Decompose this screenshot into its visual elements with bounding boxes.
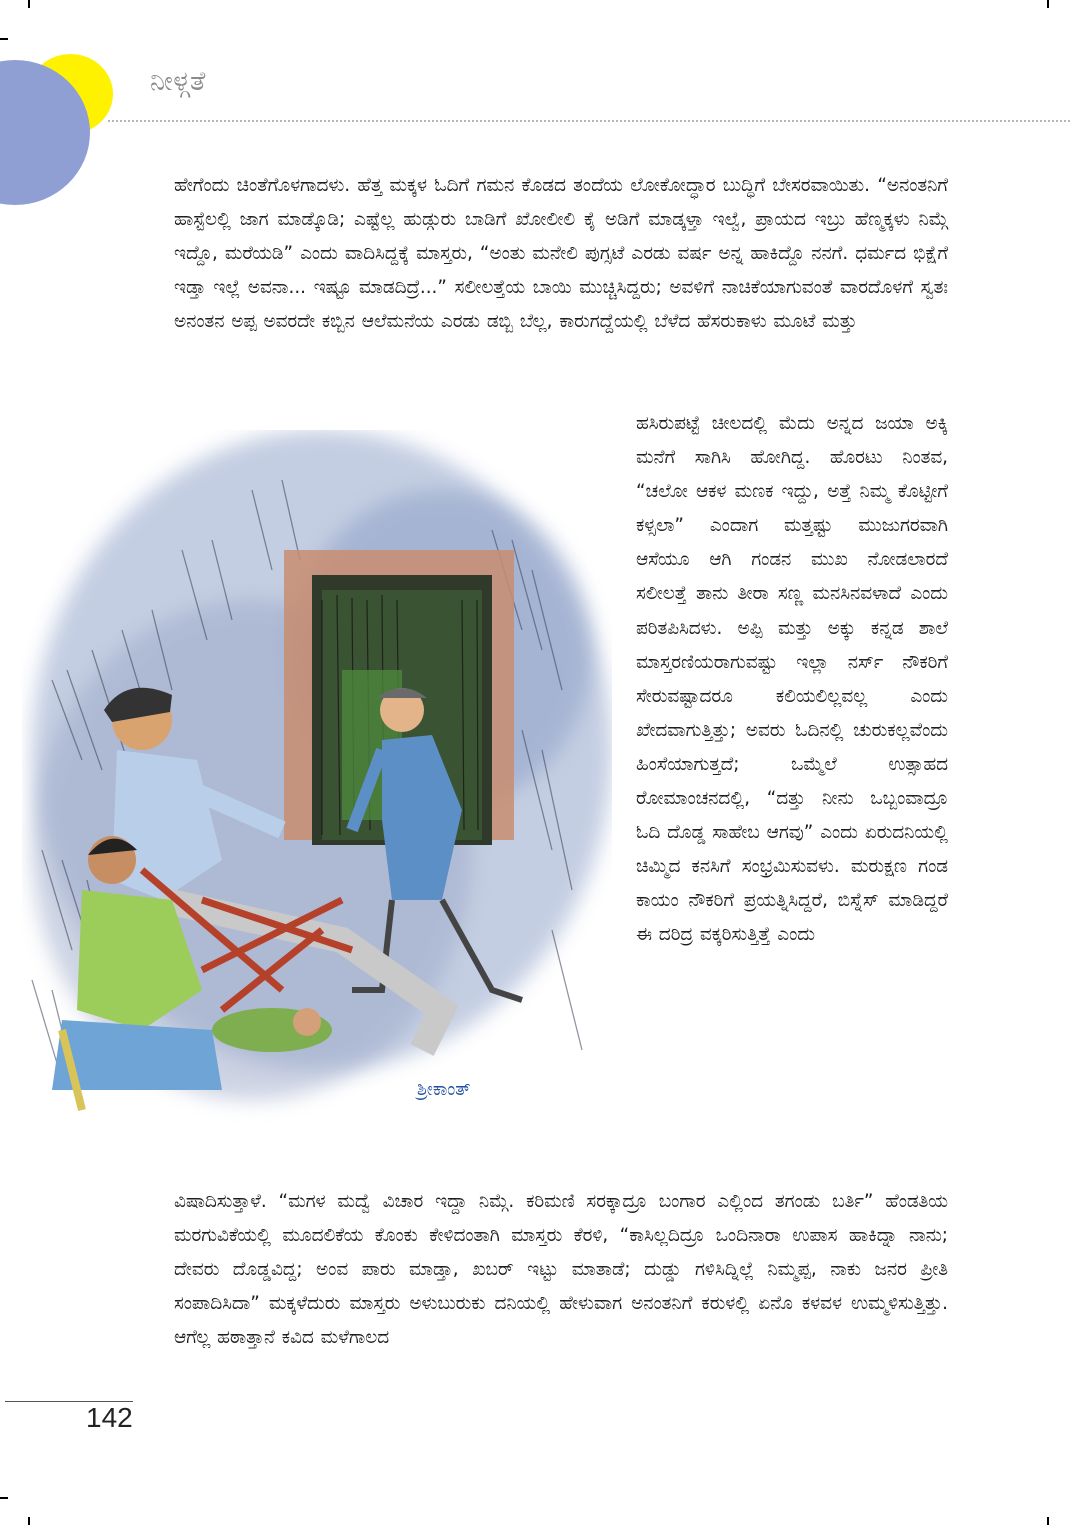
paragraph-side-column [636,407,948,953]
artist-signature: ಶ್ರೀಕಾಂತ್ [417,1079,471,1100]
paragraph-top-text: ಹೇಗೆಂದು ಚಿಂತೆಗೊಳಗಾದಳು. ಹೆತ್ತ ಮಕ್ಕಳ ಓದಿಗೆ ಗಮನ ಕೊಡದ ತಂದೆಯ ಲೋಕೋದ್ಧಾರ ಬುದ್ಧಿಗೆ ಬೇಸರವಾಯಿತು. “ಅನಂತನಿಗೆ ಹಾಸ್ಟೆಲಲ್ಲಿ ಜಾಗ ಮಾಡ್ಕೊಡಿ; ಎಷ್ಟೆಲ್ಲ ಹುಡ್ಗುರು ಬಾಡಿಗೆ ಖೋಲೀಲಿ ಕೈ ಅಡಿಗೆ ಮಾಡ್ಕಳ್ತಾ ಇಲ್ವೆ, ಪ್ರಾಯದ ಇಬ್ರು ಹೆಣ್ಮಕ್ಕಳು ನಿಮ್ಗೆ ಇದ್ದೊ, ಮರೆಯಡಿ” ಎಂದು ವಾದಿಸಿದ್ದಕ್ಕೆ ಮಾಸ್ತರು, “ಅಂತು ಮನೇಲಿ ಪುಗ್ಸಟೆ ಎರಡು ವರ್ಷ ಅನ್ನ ಹಾಕಿದ್ದೊ ನನಗೆ. ಧರ್ಮದ ಭಿಕ್ಷೆಗೆ ಇಡ್ತಾ ಇಲ್ಲೆ ಅವನಾ... ಇಷ್ಟೂ ಮಾಡದಿದ್ರೆ...” ಸಲೀಲತ್ತೆಯ ಬಾಯಿ ಮುಚ್ಚಿಸಿದ್ದರು; ಅವಳಿಗೆ ನಾಚಿಕೆಯಾಗುವಂತೆ ವಾರದೊಳಗೆ ಸ್ವತಃ ಅನಂತನ ಅಪ್ಪ ಅವರದೇ ಕಬ್ಬಿನ ಆಲೆಮನೆಯ ಎರಡು ಡಬ್ಬಿ ಬೆಲ್ಲ, ಕಾರುಗದ್ದೆಯಲ್ಲಿ ಬೆಳೆದ ಹೆಸರುಕಾಳು ಮೂಟೆ ಮತ್ತು [174,175,948,333]
page-number: 142 [86,1402,133,1433]
crop-mark-top-left [28,0,30,8]
crop-mark-top-right [1047,0,1049,8]
paragraph-top [174,169,948,339]
crop-mark-left-bottom [0,1497,8,1499]
crop-mark-bottom-left [28,1517,30,1525]
crop-mark-bottom-right [1047,1517,1049,1525]
running-title: ನೀಳ್ಗತೆ [150,66,206,97]
story-illustration [22,430,612,1140]
paragraph-bottom-text: ವಿಷಾದಿಸುತ್ತಾಳೆ. “ಮಗಳ ಮದ್ವೆ ವಿಚಾರ ಇದ್ದಾ ನಿಮ್ಗೆ. ಕರಿಮಣಿ ಸರಕ್ಕಾದ್ರೂ ಬಂಗಾರ ಎಲ್ಲಿಂದ ತಗಂಡು ಬರ್ತಿ” ಹೆಂಡತಿಯ ಮರಗುವಿಕೆಯಲ್ಲಿ ಮೂದಲಿಕೆಯ ಕೊಂಕು ಕೇಳಿದಂತಾಗಿ ಮಾಸ್ತರು ಕೆರಳಿ, “ಕಾಸಿಲ್ಲದಿದ್ರೂ ಒಂದಿನಾರಾ ಉಪಾಸ ಹಾಕಿದ್ನಾ ನಾನು; ದೇವರು ದೊಡ್ಡವಿದ್ದ; ಅಂವ ಪಾರು ಮಾಡ್ತಾ, ಖಬರ್ ಇಟ್ಟು ಮಾತಾಡೆ; ದುಡ್ಡು ಗಳಿಸಿದ್ನಿಲ್ಲೆ ನಿಮ್ಮಪ್ಪ, ನಾಕು ಜನರ ಪ್ರೀತಿ ಸಂಪಾದಿಸಿದಾ” ಮಕ್ಕಳೆದುರು ಮಾಸ್ತರು ಅಳುಬುರುಕು ದನಿಯಲ್ಲಿ ಹೇಳುವಾಗ ಅನಂತನಿಗೆ ಕರುಳಲ್ಲಿ ಏನೊ ಕಳವಳ ಉಮ್ಮಳಿಸುತ್ತಿತ್ತು. ಆಗೆಲ್ಲ ಹಠಾತ್ತಾನೆ ಕವಿದ ಮಳೆಗಾಲದ [174,1191,948,1349]
paragraph-side-text: ಹಸಿರುಪಟ್ಟೆ ಚೀಲದಲ್ಲಿ ಮೆದು ಅನ್ನದ ಜಯಾ ಅಕ್ಕಿ ಮನೆಗೆ ಸಾಗಿಸಿ ಹೋಗಿದ್ದ. ಹೊರಟು ನಿಂತವ, “ಚಲೋ ಆಕಳ ಮಣಕ ಇದ್ದು, ಅತ್ತೆ ನಿಮ್ಮ ಕೊಟ್ಟೀಗೆ ಕಳ್ಸಲಾ” ಎಂದಾಗ ಮತ್ತಷ್ಟು ಮುಜುಗರವಾಗಿ ಆಸೆಯೂ ಆಗಿ ಗಂಡನ ಮುಖ ನೋಡಲಾರದೆ ಸಲೀಲತ್ತೆ ತಾನು ತೀರಾ ಸಣ್ಣ ಮನಸಿನವಳಾದೆ ಎಂದು ಪರಿತಪಿಸಿದಳು. ಅಪ್ಪಿ ಮತ್ತು ಅಕ್ಕು ಕನ್ನಡ ಶಾಲೆ ಮಾಸ್ತರಣಿಯರಾಗುವಷ್ಟು ಇಲ್ಲಾ ನರ್ಸ್ ನೌಕರಿಗೆ ಸೇರುವಷ್ಟಾದರೂ ಕಲಿಯಲಿಲ್ಲವಲ್ಲ ಎಂದು ಖೇದವಾಗುತ್ತಿತ್ತು; ಅವರು ಓದಿನಲ್ಲಿ ಚುರುಕಲ್ಲವೆಂದು ಹಿಂಸೆಯಾಗುತ್ತದೆ; ಒಮ್ಮೆಲೆ ಉತ್ಸಾಹದ ರೋಮಾಂಚನದಲ್ಲಿ, “ದತ್ತು ನೀನು ಒಬ್ಬಂವಾದ್ರೂ ಓದಿ ದೊಡ್ಡ ಸಾಹೇಬ ಆಗವು” ಎಂದು ಏರುದನಿಯಲ್ಲಿ ಚಿಮ್ಮಿದ ಕನಸಿಗೆ ಸಂಭ್ರಮಿಸುವಳು. ಮರುಕ್ಷಣ ಗಂಡ ಕಾಯಂ ನೌಕರಿಗೆ ಪ್ರಯತ್ನಿಸಿದ್ದರೆ, ಬಿಸ್ನೆಸ್ ಮಾಡಿದ್ದರೆ ಈ ದರಿದ್ರ ವಕ್ಕರಿಸುತ್ತಿತ್ತೆ ಎಂದು [636,413,948,946]
crop-mark-left-top [0,38,8,40]
paragraph-bottom [174,1185,948,1355]
header-dotted-rule [108,120,1070,122]
lying-child-drawing [212,1008,332,1052]
